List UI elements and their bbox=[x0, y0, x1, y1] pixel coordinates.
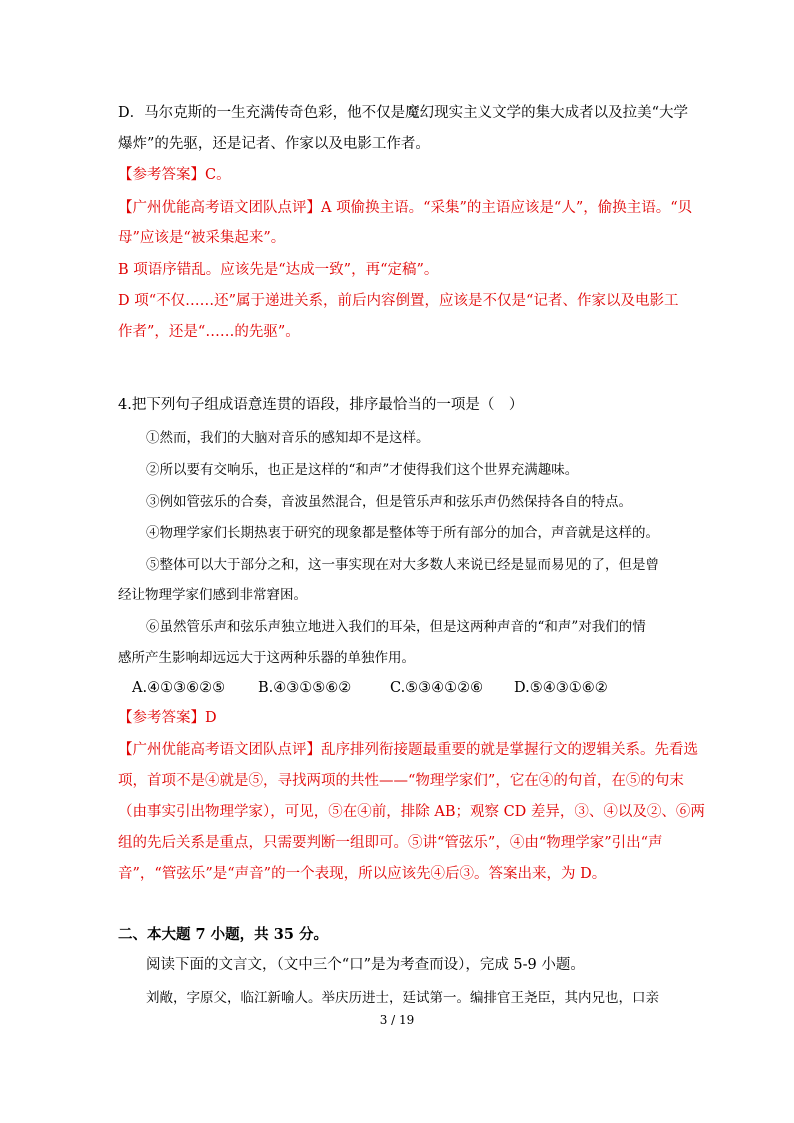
q3-comment-line4: D 项“不仅……还”属于递进关系，前后内容倒置，应该是不仅是“记者、作家以及电影工 bbox=[118, 293, 679, 309]
q4-comment-line5: 音”，“管弦乐”是“声音”的一个表现，所以应该先④后③。答案出来，为 D。 bbox=[118, 866, 607, 882]
q4-sentence-6-line2: 感所产生影响却远远大于这两种乐器的单独作用。 bbox=[118, 650, 415, 666]
q4-option-d: D.⑤④③①⑥② bbox=[514, 680, 608, 696]
q4-option-c: C.⑤③④①②⑥ bbox=[390, 680, 484, 696]
q3-option-d-line2: 爆炸”的先驱，还是记者、作家以及电影工作者。 bbox=[118, 136, 430, 152]
q4-sentence-5-line2: 经让物理学家们感到非常窘困。 bbox=[118, 587, 307, 603]
q4-sentence-3: ③例如管弦乐的合奏，音波虽然混合，但是管乐声和弦乐声仍然保持各自的特点。 bbox=[146, 494, 632, 510]
q3-answer: 【参考答案】C。 bbox=[118, 167, 231, 183]
q3-option-d-line1: D．马尔克斯的一生充满传奇色彩，他不仅是魔幻现实主义文学的集大成者以及拉美“大学 bbox=[118, 105, 689, 121]
q4-sentence-2: ②所以要有交响乐，也正是这样的“和声”才使得我们这个世界充满趣味。 bbox=[146, 462, 579, 478]
q4-sentence-1: ①然而，我们的大脑对音乐的感知却不是这样。 bbox=[146, 430, 430, 446]
q4-sentence-6-line1: ⑥虽然管乐声和弦乐声独立地进入我们的耳朵，但是这两种声音的“和声”对我们的情 bbox=[146, 619, 646, 635]
q4-option-b: B.④③①⑤⑥② bbox=[258, 680, 352, 696]
page-number: 3 / 19 bbox=[379, 1013, 415, 1027]
classical-text-line1: 刘敞，字原父，临江新喻人。举庆历进士，廷试第一。编排官王尧臣，其内兄也，口亲 bbox=[146, 990, 659, 1006]
q4-comment-line3: （由事实引出物理学家），可见，⑤在④前，排除 AB；观察 CD 差异，③、④以及②、⑥两 bbox=[118, 804, 705, 820]
q3-comment-line3: B 项语序错乱。应该先是“达成一致”，再“定稿”。 bbox=[118, 262, 439, 278]
section-2-heading: 二、本大题 7 小题，共 35 分。 bbox=[118, 926, 328, 943]
q3-comment-line5: 作者”，还是“……的先驱”。 bbox=[118, 324, 300, 340]
q3-comment-line2: 母”应该是“被采集起来”。 bbox=[118, 230, 286, 246]
q4-comment-line1: 【广州优能高考语文团队点评】乱序排列衔接题最重要的就是掌握行文的逻辑关系。先看选 bbox=[118, 742, 698, 758]
q4-stem: 4.把下列句子组成语意连贯的语段，排序最恰当的一项是（ ） bbox=[118, 397, 524, 413]
q4-sentence-4: ④物理学家们长期热衷于研究的现象都是整体等于所有部分的加合，声音就是这样的。 bbox=[146, 525, 659, 541]
q3-comment-line1: 【广州优能高考语文团队点评】A 项偷换主语。“采集”的主语应该是“人”，偷换主语。“贝 bbox=[118, 200, 693, 216]
q4-answer: 【参考答案】D bbox=[118, 710, 217, 726]
q4-sentence-5-line1: ⑤整体可以大于部分之和，这一事实现在对大多数人来说已经是显而易见的了，但是曾 bbox=[146, 557, 659, 573]
section-2-intro: 阅读下面的文言文，（文中三个“口”是为考查而设），完成 5-9 小题。 bbox=[146, 957, 585, 973]
q4-comment-line4: 组的先后关系是重点，只需要判断一组即可。⑤讲“管弦乐”，④由“物理学家”引出“声 bbox=[118, 835, 663, 851]
q4-comment-line2: 项，首项不是④就是⑤，寻找两项的共性——“物理学家们”，它在④的句首，在⑤的句末 bbox=[118, 773, 684, 789]
q4-option-a: A.④①③⑥②⑤ bbox=[132, 680, 226, 696]
